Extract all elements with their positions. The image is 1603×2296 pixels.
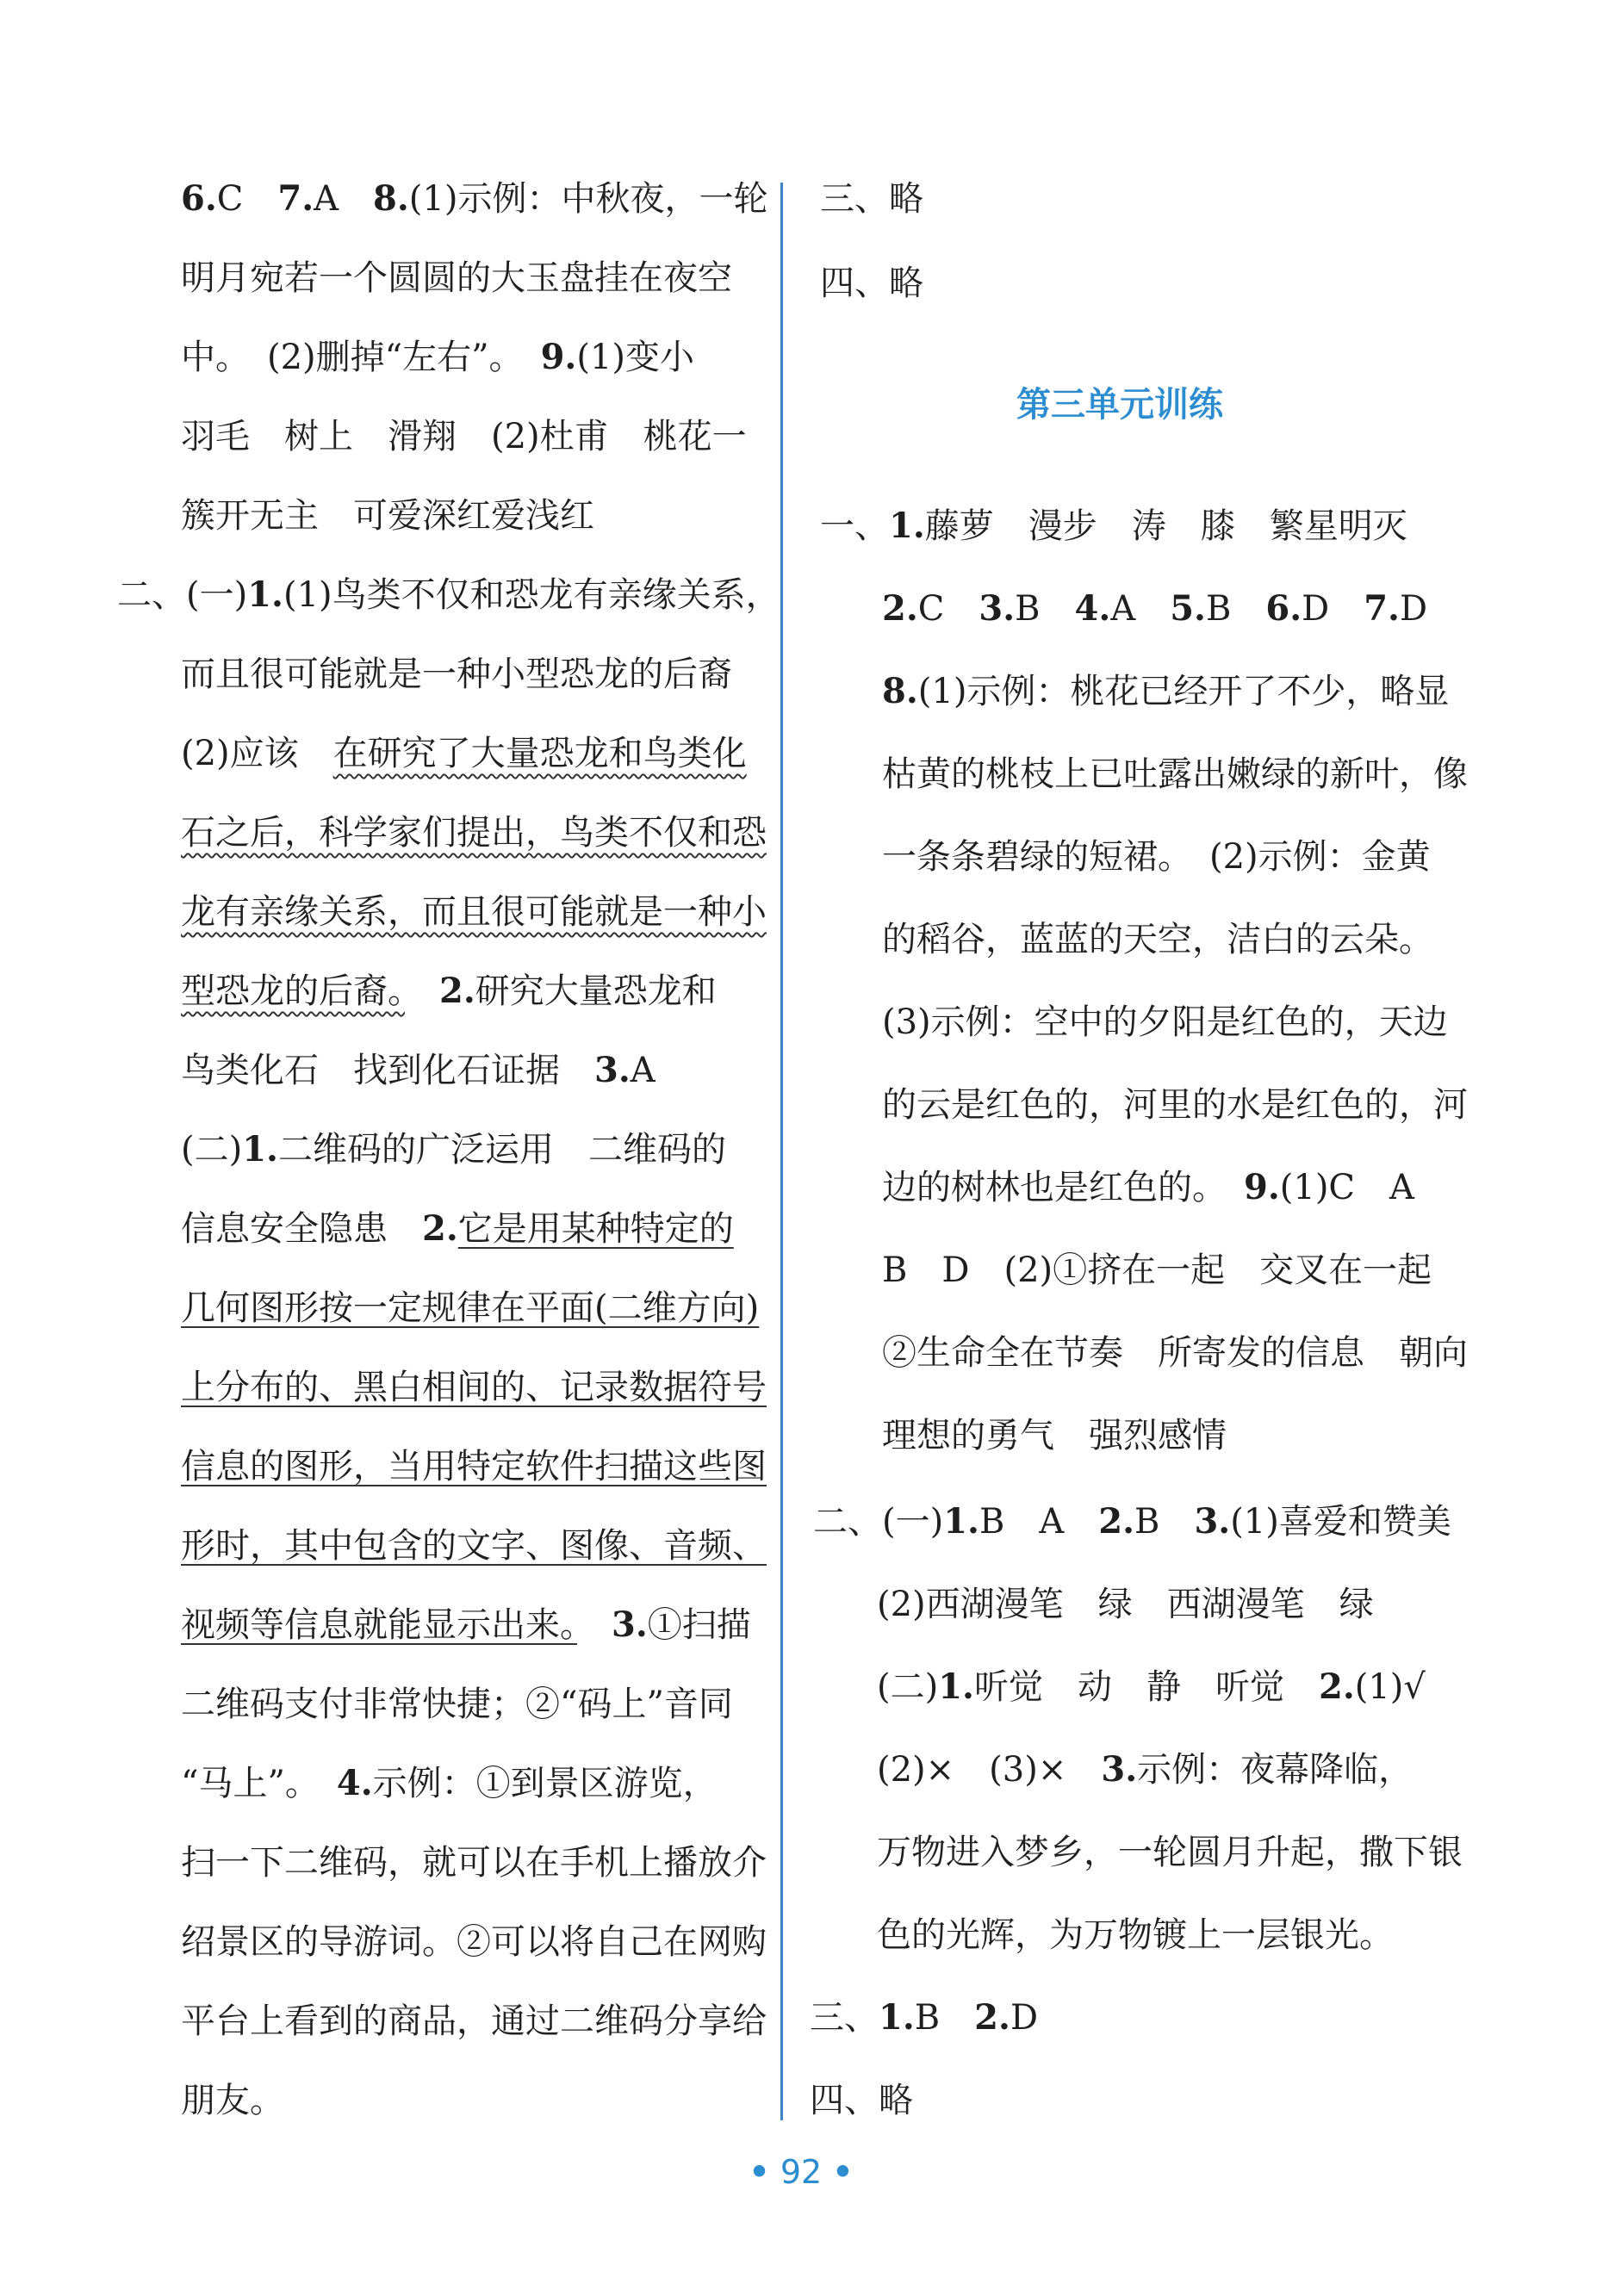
answer-line: 平台上看到的商品，通过二维码分享给 bbox=[181, 2001, 767, 2041]
answer-line: 绍景区的导游词。②可以将自己在网购 bbox=[181, 1922, 767, 1962]
answer-line: 三、略 bbox=[820, 179, 923, 219]
answer-line bbox=[181, 889, 767, 935]
answer-line: 朋友。 bbox=[181, 2081, 284, 2120]
underlined-text: 信息的图形，当用特定软件扫描这些图 bbox=[181, 1447, 767, 1486]
answer-line: (二)1.听觉 动 静 听觉 2.(1)√ bbox=[877, 1666, 1426, 1707]
answer-line: ②生命全在节奏 所寄发的信息 朝向 bbox=[882, 1333, 1468, 1373]
answer-line: 万物进入梦乡，一轮圆月升起，撒下银 bbox=[877, 1833, 1463, 1872]
answer-line: 理想的勇气 强烈感情 bbox=[882, 1416, 1227, 1455]
answer-line: 信息安全隐患 2.它是用某种特定的 bbox=[181, 1208, 734, 1249]
answer-line: 6.C 7.A 8.(1)示例：中秋夜，一轮 bbox=[181, 178, 768, 219]
answer-line: 而且很可能就是一种小型恐龙的后裔 bbox=[181, 655, 732, 694]
wavy-underlined-text: 龙有亲缘关系，而且很可能就是一种小 bbox=[181, 892, 767, 932]
answer-line: 色的光辉，为万物镀上一层银光。 bbox=[877, 1915, 1394, 1955]
answer-line: 枯黄的桃枝上已吐露出嫩绿的新叶，像 bbox=[882, 754, 1468, 794]
underlined-text: 几何图形按一定规律在平面(二维方向) bbox=[181, 1288, 760, 1328]
answer-line: 羽毛 树上 滑翔 (2)杜甫 桃花一 bbox=[181, 417, 747, 456]
answer-line: 明月宛若一个圆圆的大玉盘挂在夜空 bbox=[181, 258, 732, 298]
answer-line: 簇开无主 可爱深红爱浅红 bbox=[181, 496, 594, 536]
answer-line bbox=[181, 1364, 767, 1411]
answer-line: 视频等信息就能显示出来。 3.①扫描 bbox=[181, 1604, 751, 1645]
underlined-text: 形时，其中包含的文字、图像、音频、 bbox=[181, 1526, 767, 1566]
underlined-text: 它是用某种特定的 bbox=[457, 1209, 734, 1249]
underlined-text: 视频等信息就能显示出来。 bbox=[181, 1605, 577, 1645]
wavy-underlined-text: 石之后，科学家们提出，鸟类不仅和恐 bbox=[181, 813, 767, 853]
answer-line: 三、1.B 2.D bbox=[810, 1997, 1039, 2038]
answer-line: 扫一下二维码，就可以在手机上播放介 bbox=[181, 1843, 767, 1883]
answer-line: B D (2)①挤在一起 交叉在一起 bbox=[882, 1250, 1432, 1290]
answer-line: 的云是红色的，河里的水是红色的，河 bbox=[882, 1085, 1468, 1125]
underlined-text: 上分布的、黑白相间的、记录数据符号 bbox=[181, 1368, 767, 1407]
page-number: • 92 • bbox=[749, 2153, 854, 2191]
answer-line: (2)× (3)× 3.示例：夜幕降临， bbox=[877, 1749, 1413, 1790]
answer-line: 二维码支付非常快捷；②“码上”音同 bbox=[181, 1685, 733, 1724]
answer-line: 8.(1)示例：桃花已经开了不少，略显 bbox=[882, 671, 1450, 711]
answer-line: (3)示例：空中的夕阳是红色的，天边 bbox=[882, 1002, 1448, 1042]
answer-line: 二、(一)1.(1)鸟类不仅和恐龙有亲缘关系， bbox=[117, 574, 780, 615]
answer-line: 二、(一)1.B A 2.B 3.(1)喜爱和赞美 bbox=[813, 1501, 1451, 1542]
section-heading: 第三单元训练 bbox=[1016, 385, 1223, 425]
answer-line: 一、1.藤萝 漫步 涛 膝 繁星明灭 bbox=[820, 506, 1407, 546]
answer-line: 鸟类化石 找到化石证据 3.A bbox=[181, 1050, 655, 1090]
answer-line bbox=[181, 1443, 767, 1490]
column-divider bbox=[780, 183, 783, 2120]
answer-line: 的稻谷，蓝蓝的天空，洁白的云朵。 bbox=[882, 920, 1433, 959]
answer-line: “马上”。 4.示例：①到景区游览， bbox=[181, 1763, 718, 1803]
answer-line: 型恐龙的后裔。 2.研究大量恐龙和 bbox=[181, 971, 717, 1011]
wavy-underlined-text: 型恐龙的后裔。 bbox=[181, 971, 405, 1011]
answer-line: 四、略 bbox=[810, 2081, 913, 2120]
answer-line: (2)应该 在研究了大量恐龙和鸟类化 bbox=[181, 734, 747, 773]
answer-line: 四、略 bbox=[820, 264, 923, 303]
answer-line bbox=[181, 1285, 759, 1331]
answer-line: 一条条碧绿的短裙。 (2)示例：金黄 bbox=[882, 837, 1431, 877]
answer-line: 中。 (2)删掉“左右”。 9.(1)变小 bbox=[181, 337, 694, 377]
answer-line: 边的树林也是红色的。 9.(1)C A bbox=[882, 1167, 1414, 1207]
answer-line: (2)西湖漫笔 绿 西湖漫笔 绿 bbox=[877, 1585, 1374, 1624]
answer-line bbox=[181, 1523, 767, 1569]
answer-line bbox=[181, 810, 767, 856]
wavy-underlined-text: 在研究了大量恐龙和鸟类化 bbox=[332, 734, 747, 773]
answer-line: 2.C 3.B 4.A 5.B 6.D 7.D bbox=[882, 588, 1428, 629]
answer-line: (二)1.二维码的广泛运用 二维码的 bbox=[181, 1129, 726, 1170]
